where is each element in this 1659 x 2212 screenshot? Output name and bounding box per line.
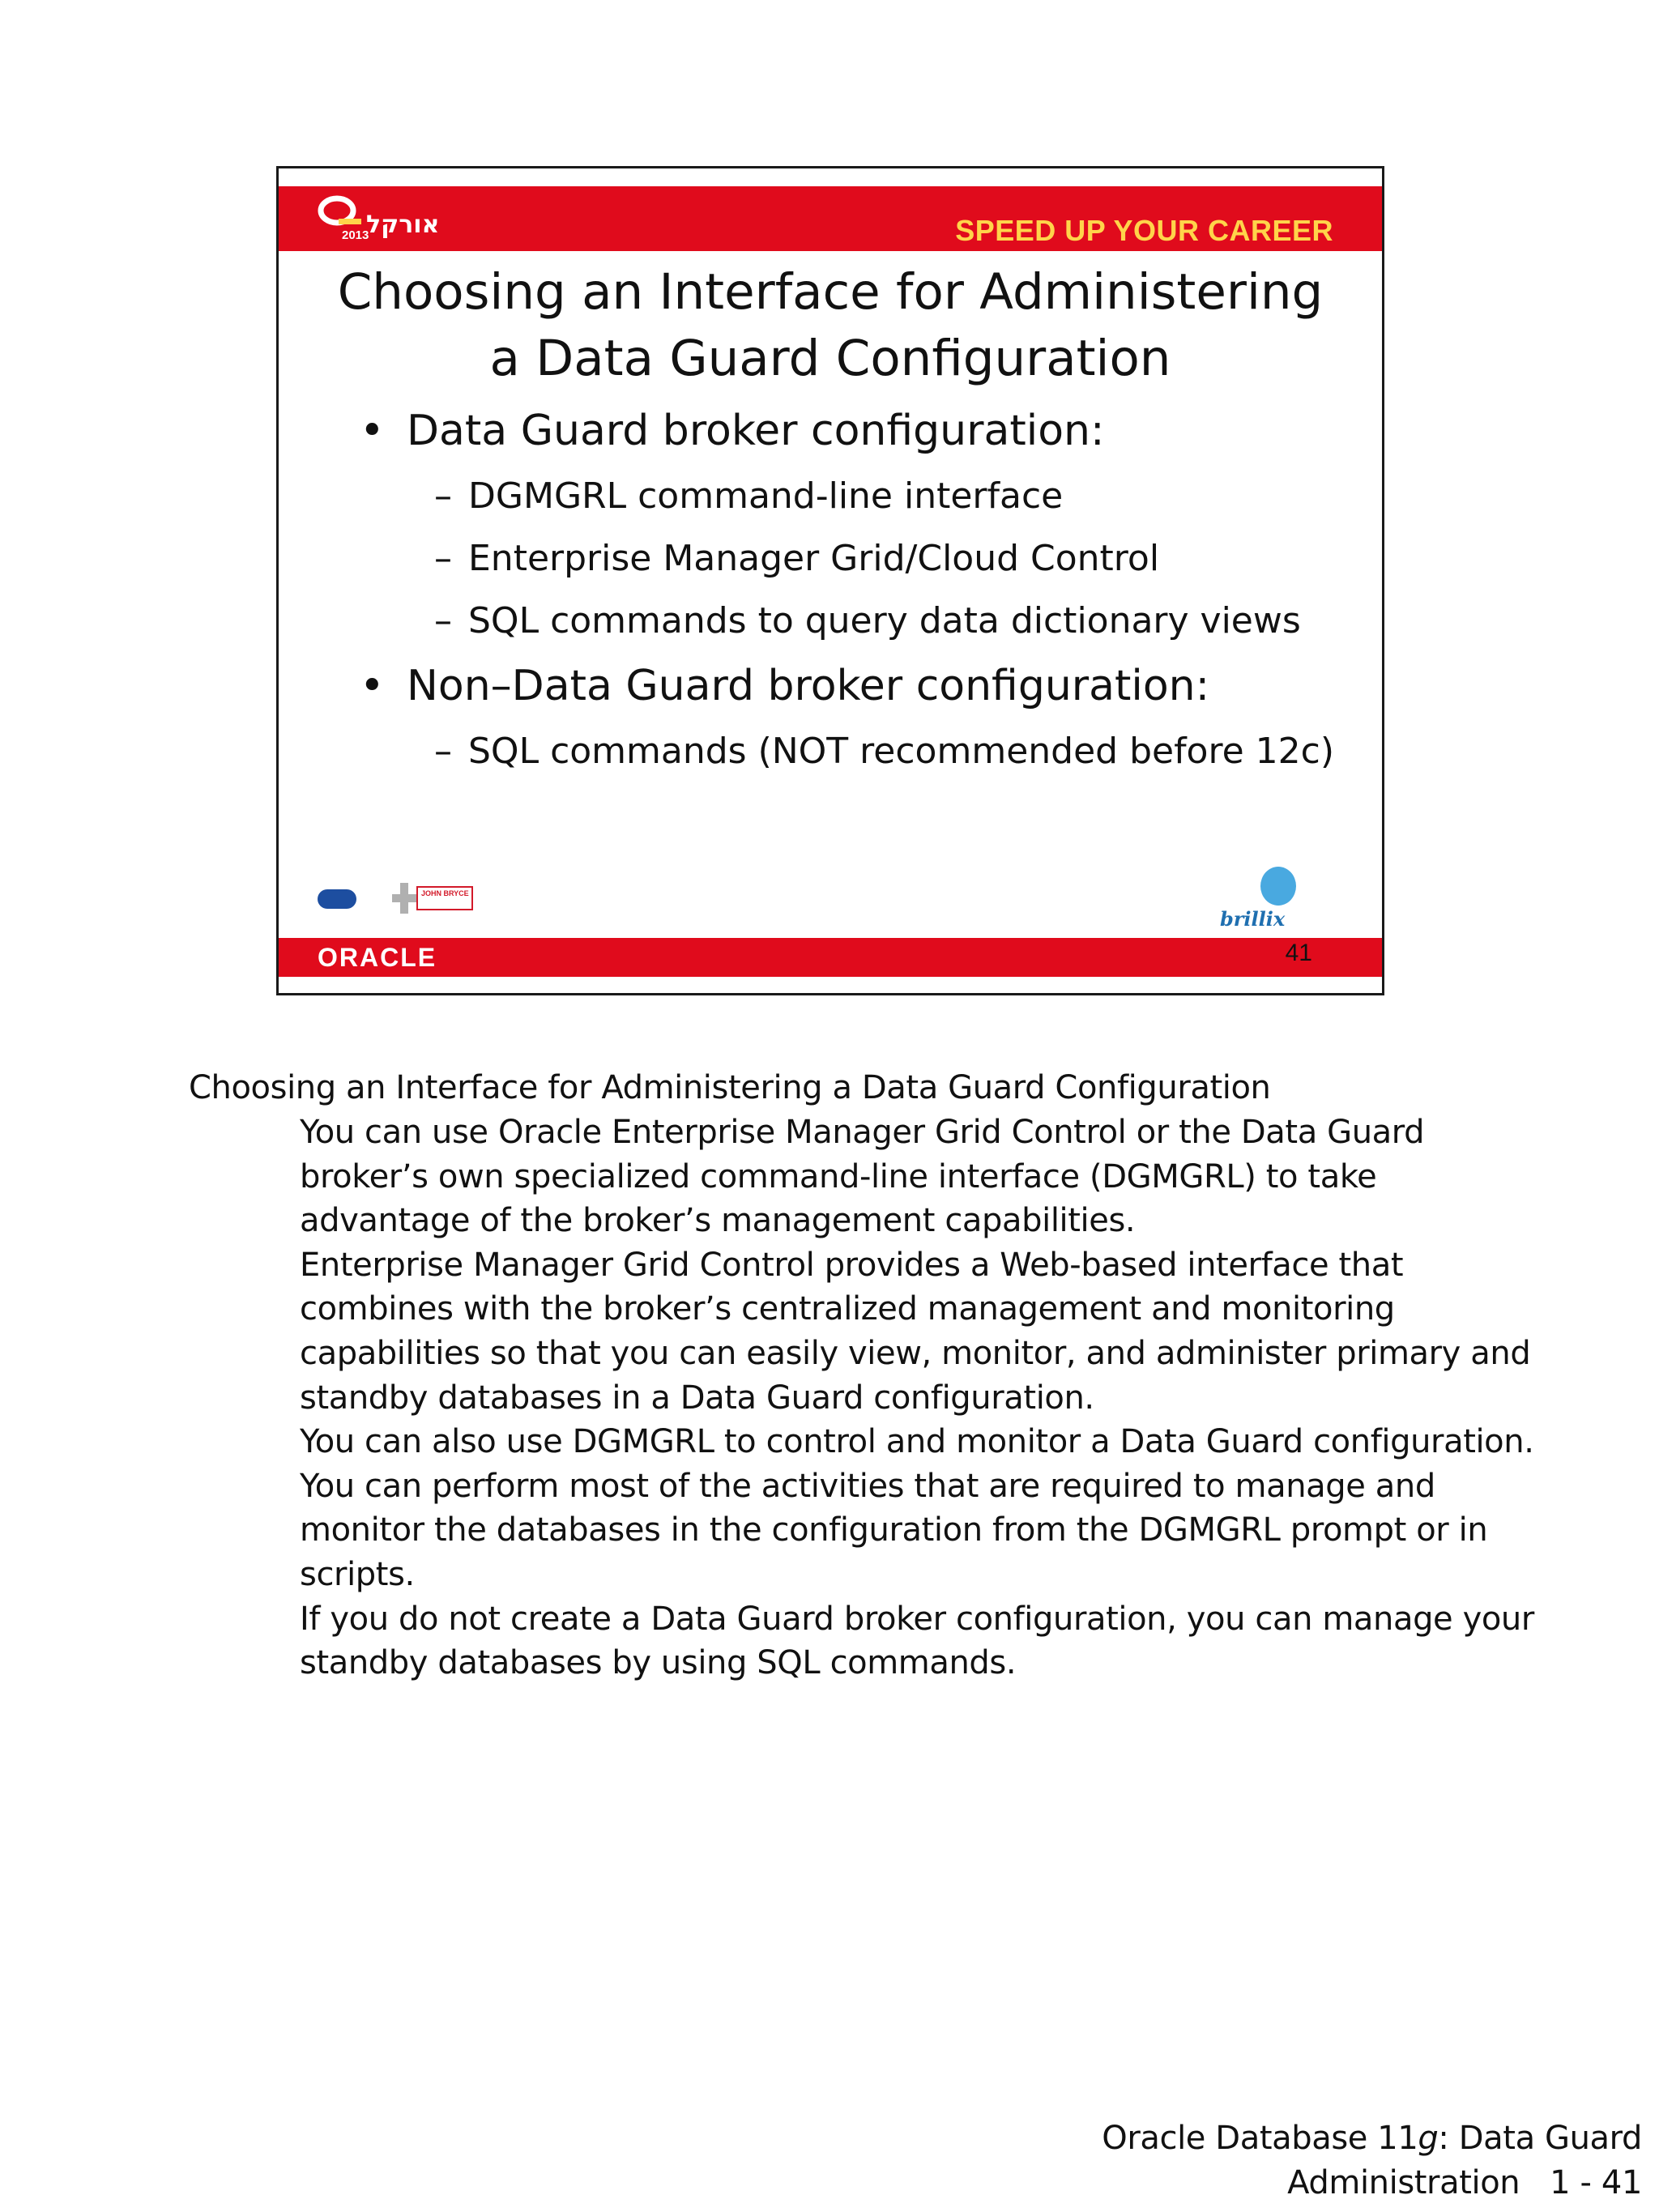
sub-bullet-item — [360, 590, 1348, 652]
sub-bullet-text: Enterprise Manager Grid/Cloud Control — [468, 538, 1160, 579]
sub-bullet-text: DGMGRL command-line interface — [468, 475, 1064, 517]
notes-line: Enterprise Manager Grid Control provides a Web-based interface that — [300, 1246, 1404, 1284]
notes-line: standby databases in a Data Guard configuration. — [300, 1379, 1094, 1417]
brillix-logo-text: brillix — [1220, 907, 1286, 931]
logo-text: אורקל — [366, 211, 440, 239]
footer-book-suffix: : Data Guard — [1438, 2120, 1642, 2157]
notes-line: monitor the databases in the configuration from the DGMGRL prompt or in — [300, 1511, 1488, 1549]
notes-line: scripts. — [300, 1555, 415, 1593]
slide-title-line: Choosing an Interface for Administering — [337, 263, 1324, 321]
oracle-week-mark-icon — [318, 194, 363, 230]
partner-logo-badge-icon — [318, 889, 356, 909]
notes-line: advantage of the broker’s management capabilities. — [300, 1202, 1136, 1240]
slide-bullet-list — [360, 397, 1348, 782]
notes-line: broker’s own specialized command-line interface (DGMGRL) to take — [300, 1157, 1377, 1196]
tagline: SPEED UP YOUR CAREER — [955, 214, 1333, 247]
brillix-ball-icon — [1260, 867, 1296, 906]
notes-line: You can perform most of the activities that are required to manage and — [300, 1467, 1435, 1505]
footer-page-ref: Administration 1 - 41 — [1287, 2164, 1642, 2201]
slide-title — [279, 259, 1382, 392]
dash-icon: – — [434, 538, 452, 579]
slide-top-banner — [279, 186, 1382, 251]
oracle-logo: ORACLE — [318, 943, 437, 972]
notes-line: capabilities so that you can easily view, monitor, and administer primary and — [300, 1334, 1531, 1372]
partner-logos — [318, 881, 469, 914]
bullet-text: Non–Data Guard broker configuration: — [407, 662, 1210, 710]
john-bryce-logo — [416, 886, 473, 910]
sub-bullet-item — [360, 720, 1348, 782]
bullet-icon: • — [360, 407, 385, 455]
brillix-logo — [1220, 867, 1309, 931]
footer-book-title — [1102, 2116, 1642, 2161]
dash-icon: – — [434, 600, 452, 641]
slide-number: 41 — [1285, 940, 1312, 966]
logo-year: 2013 — [342, 228, 369, 242]
bullet-icon: • — [360, 662, 385, 710]
page-footer — [1102, 2116, 1642, 2206]
notes-line: You can also use DGMGRL to control and monitor a Data Guard configuration. — [300, 1423, 1534, 1461]
plus-icon-stem — [400, 883, 408, 914]
dash-icon: – — [434, 731, 452, 772]
slide-bottom-banner — [279, 938, 1382, 977]
sub-bullet-item — [360, 465, 1348, 527]
john-bryce-logo-text: JOHN BRYCE — [421, 889, 469, 897]
notes-line: If you do not create a Data Guard broker configuration, you can manage your — [300, 1600, 1534, 1638]
oracle-week-logo — [318, 193, 447, 246]
notes-title: Choosing an Interface for Administering a Data Guard Configuration — [189, 1069, 1271, 1106]
notes-line: combines with the broker’s centralized management and monitoring — [300, 1290, 1395, 1328]
bullet-text: Data Guard broker configuration: — [407, 407, 1105, 455]
sub-bullet-text: SQL commands (NOT recommended before 12c) — [468, 731, 1334, 772]
footer-book-italic: g — [1418, 2120, 1439, 2157]
sub-bullet-text: SQL commands to query data dictionary views — [468, 600, 1301, 641]
footer-book-prefix: Oracle Database 11 — [1102, 2120, 1418, 2157]
slide-title-line: a Data Guard Configuration — [489, 330, 1171, 387]
dash-icon: – — [434, 475, 452, 517]
sub-bullet-item — [360, 527, 1348, 590]
slide — [276, 166, 1384, 995]
notes-body — [300, 1110, 1534, 1686]
bullet-item — [360, 397, 1348, 465]
notes-line: You can use Oracle Enterprise Manager Grid Control or the Data Guard — [300, 1114, 1425, 1151]
notes-line: standby databases by using SQL commands. — [300, 1644, 1017, 1682]
bullet-item — [360, 652, 1348, 720]
